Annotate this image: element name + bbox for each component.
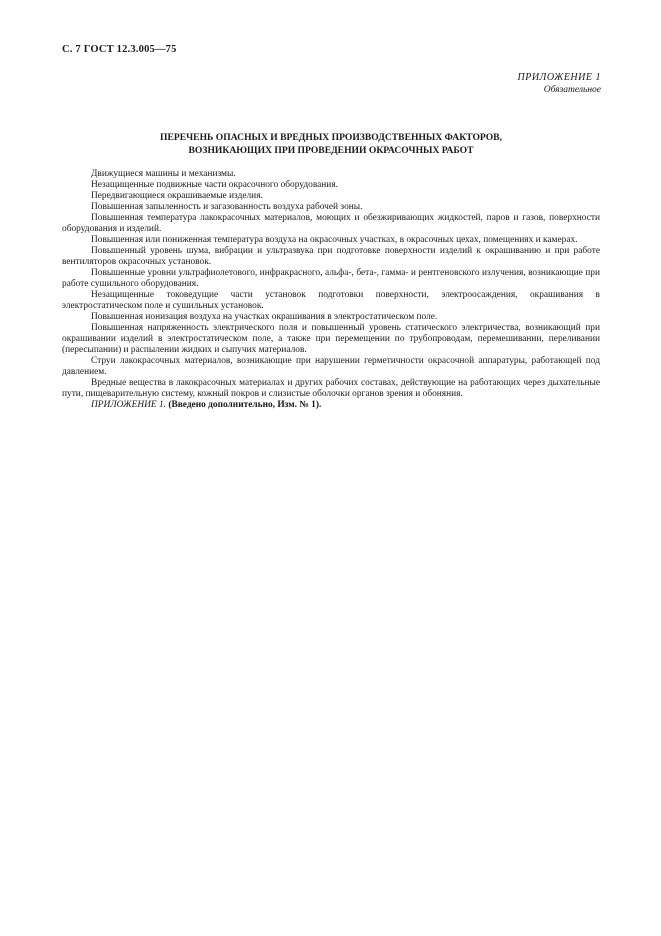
amendment-note [62, 400, 600, 411]
hazard-factor-item: Повышенный уровень шума, вибрации и ультразвука при подготовке поверхности изделий к окрашиванию и при работе вентиляторов окрасочных установок. [62, 246, 600, 267]
hazard-factor-item: Незащищенные токоведущие части установок подготовки поверхности, электроосаждения, окрашивания в электростатическом поле и сушильных установок. [62, 290, 600, 311]
appendix-title: ПРИЛОЖЕНИЕ 1 [517, 72, 601, 83]
hazard-factor-item: Повышенная напряженность электрического поля и повышенный уровень статического электричества, возникающий при окрашивании изделий в электростатическом поле, а также при перемещении по трубопроводам, перемешивании, переливании (пересыпании) и распылении жидких и сыпучих материалов. [62, 323, 600, 355]
hazard-factor-item: Движущиеся машины и механизмы. [91, 169, 236, 179]
amendment-note-text: (Введено дополнительно, Изм. № 1). [168, 400, 322, 410]
page-header: С. 7 ГОСТ 12.3.005—75 [62, 44, 177, 55]
appendix-status-note: Обязательное [543, 85, 601, 95]
appendix-block [518, 72, 602, 96]
hazard-factor-item: Повышенные уровни ультрафиолетового, инфракрасного, альфа-, бета-, гамма- и рентгеновского излучения, возникающие при работе сушильного оборудования. [62, 268, 600, 289]
hazard-factor-item: Вредные вещества в лакокрасочных материалах и других рабочих составах, действующие на работающих через дыхательные пути, пищеварительную систему, кожный покров и слизистые оболочки органов зрения и обоняния. [62, 378, 600, 399]
hazard-factor-item: Передвигающиеся окрашиваемые изделия. [91, 191, 263, 201]
amendment-note-appendix-ref: ПРИЛОЖЕНИЕ 1. [91, 400, 166, 410]
hazard-factor-item: Повышенная или пониженная температура воздуха на окрасочных участках, в окрасочных цехах, помещениях и камерах. [91, 235, 578, 245]
document-title-line-2: ВОЗНИКАЮЩИХ ПРИ ПРОВЕДЕНИИ ОКРАСОЧНЫХ РАБОТ [188, 144, 474, 156]
hazard-factor-item: Незащищенные подвижные части окрасочного оборудования. [91, 180, 338, 190]
document-title-line-1: ПЕРЕЧЕНЬ ОПАСНЫХ И ВРЕДНЫХ ПРОИЗВОДСТВЕННЫХ ФАКТОРОВ, [160, 132, 502, 143]
hazard-factor-item: Повышенная температура лакокрасочных материалов, моющих и обезжиривающих жидкостей, паров и газов, поверхности оборудования и изделий. [62, 213, 600, 234]
document-title [62, 132, 600, 157]
hazard-factor-item: Повышенная ионизация воздуха на участках окрашивания в электростатическом поле. [91, 312, 438, 322]
hazard-factor-list [62, 169, 600, 411]
hazard-factor-item: Повышенная запыленность и загазованность воздуха рабочей зоны. [91, 202, 363, 212]
hazard-factor-item: Струи лакокрасочных материалов, возникающие при нарушении герметичности окрасочной аппаратуры, работающей под давлением. [62, 356, 600, 377]
